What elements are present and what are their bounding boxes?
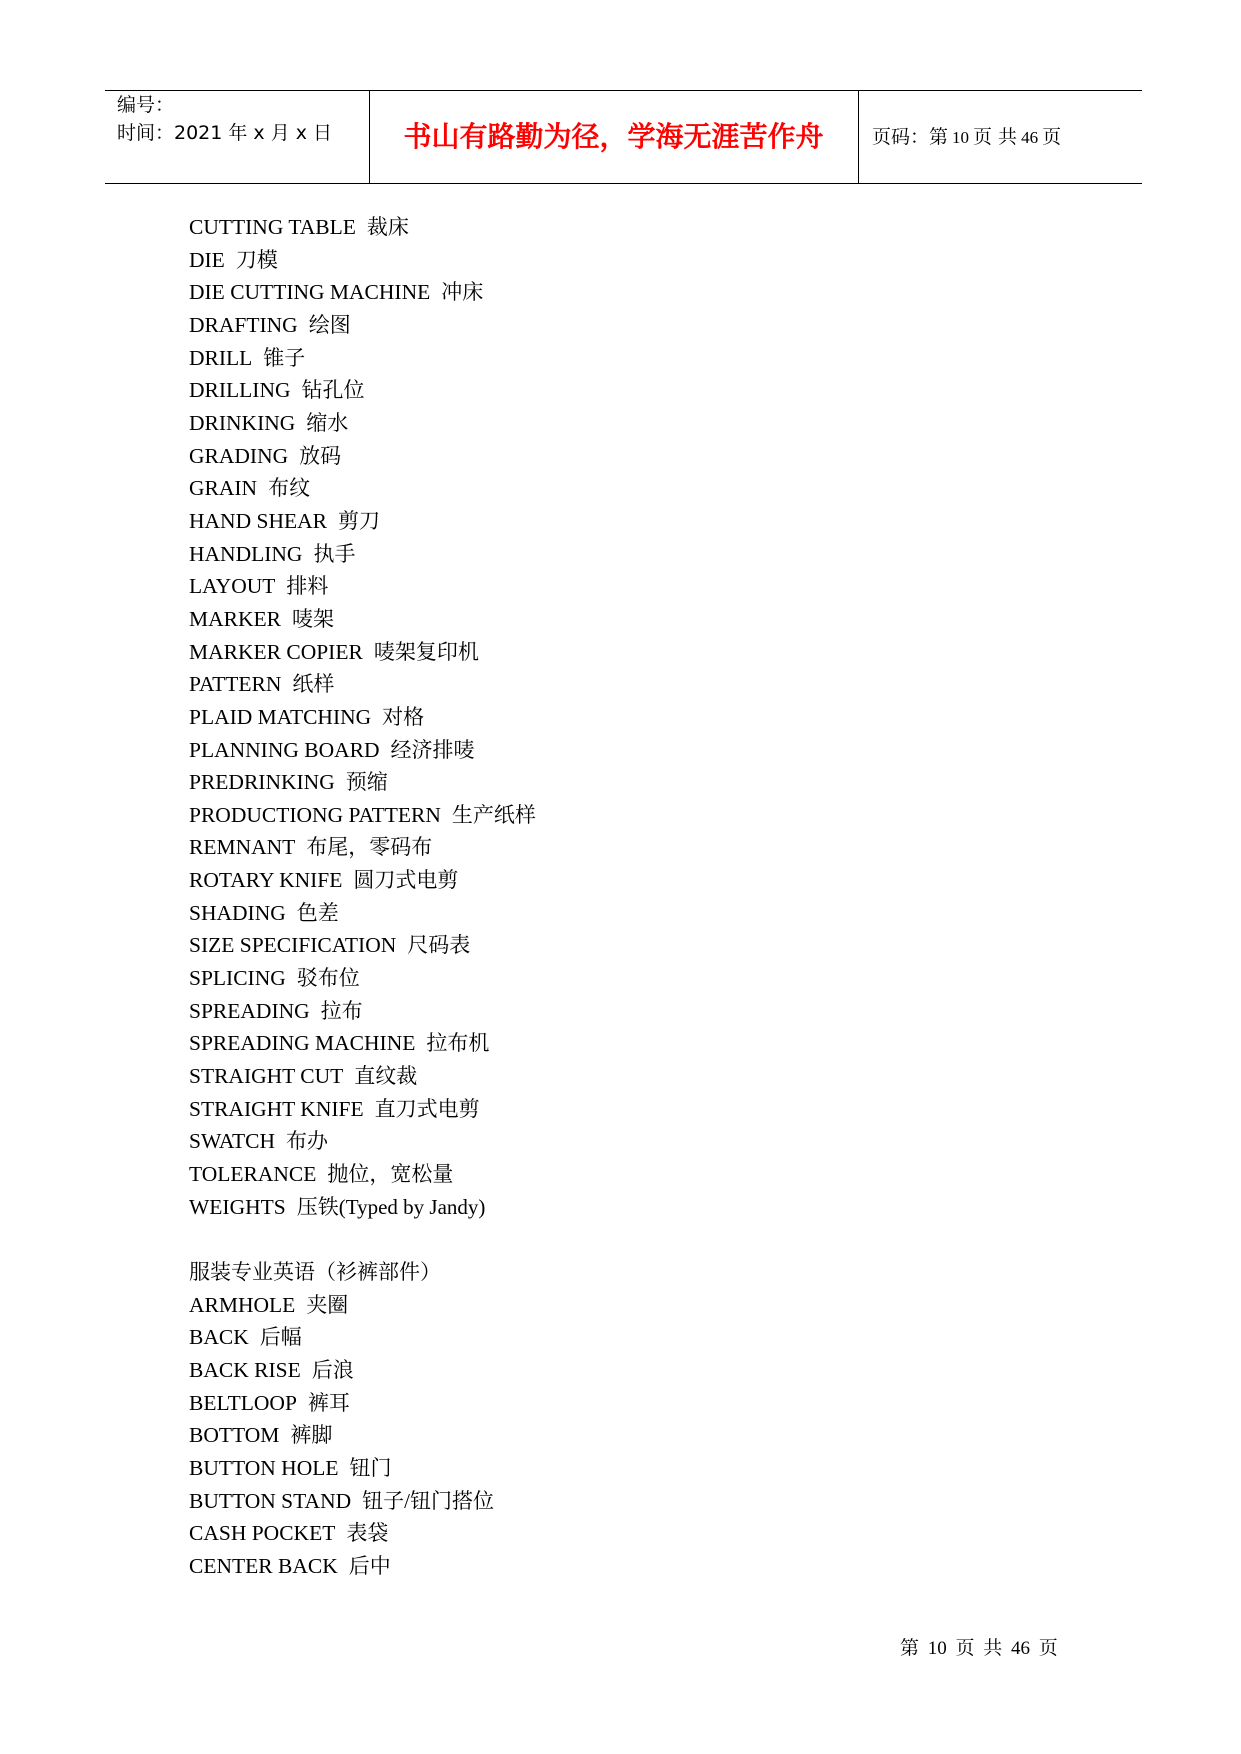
term-english: BOTTOM: [189, 1423, 280, 1448]
term-chinese: 锥子: [263, 345, 306, 370]
term-row: [189, 211, 536, 244]
term-chinese: 后中: [348, 1553, 391, 1578]
term-chinese: 表袋: [346, 1521, 389, 1546]
term-chinese: 钮门: [349, 1455, 392, 1480]
term-row: [189, 995, 536, 1028]
term-chinese: 布办: [286, 1129, 329, 1154]
term-chinese: 驳布位: [296, 966, 360, 991]
header-page-code: [872, 125, 1061, 150]
term-english: DRILL: [189, 345, 253, 370]
term-chinese: 夹圈: [306, 1292, 349, 1317]
term-english: SIZE SPECIFICATION: [189, 933, 397, 958]
term-english: DRINKING: [189, 410, 296, 435]
term-row: [189, 1289, 536, 1322]
term-chinese: 裤耳: [307, 1390, 350, 1415]
page-code-middle: 页 共: [973, 126, 1018, 148]
term-english: WEIGHTS: [189, 1194, 286, 1219]
term-row: [189, 1419, 536, 1452]
term-row: [189, 1485, 536, 1518]
page-current-number: 10: [952, 128, 970, 147]
page-code-prefix: 页码：第: [872, 126, 949, 148]
term-english: BACK: [189, 1325, 249, 1350]
header-top-rule: [105, 90, 1142, 91]
term-row: [189, 1517, 536, 1550]
term-english: SWATCH: [189, 1129, 276, 1154]
term-row: [189, 505, 536, 538]
term-chinese: 剪刀: [337, 508, 380, 533]
term-row: [189, 1191, 536, 1224]
term-chinese: 对格: [382, 704, 425, 729]
blank-line: [189, 1223, 536, 1256]
term-chinese: 拉布: [320, 998, 363, 1023]
term-row: [189, 734, 536, 767]
term-chinese: 钻孔位: [301, 378, 365, 403]
term-english: PRODUCTIONG PATTERN: [189, 802, 441, 827]
term-chinese: 生产纸样: [451, 802, 536, 827]
term-chinese: 直纹裁: [354, 1064, 418, 1089]
term-row: [189, 603, 536, 636]
term-chinese: 后浪: [311, 1357, 354, 1382]
term-row: [189, 636, 536, 669]
term-chinese: 裤脚: [290, 1423, 333, 1448]
term-row: [189, 1354, 536, 1387]
term-chinese: 钮子/钮门搭位: [362, 1488, 494, 1513]
header-bottom-rule: [105, 183, 1142, 184]
term-english: HANDLING: [189, 541, 303, 566]
term-english: SPREADING MACHINE: [189, 1031, 416, 1056]
term-row: [189, 766, 536, 799]
term-english: SPLICING: [189, 966, 286, 991]
term-row: [189, 864, 536, 897]
term-english: BUTTON STAND: [189, 1488, 352, 1513]
term-row: [189, 407, 536, 440]
term-row: [189, 929, 536, 962]
term-row: [189, 1550, 536, 1583]
term-row: [189, 440, 536, 473]
term-row: [189, 1093, 536, 1126]
term-chinese: 后幅: [259, 1325, 302, 1350]
term-english: PATTERN: [189, 672, 282, 697]
term-english: BELTLOOP: [189, 1390, 297, 1415]
term-english: PLAID MATCHING: [189, 704, 372, 729]
term-chinese: 尺码表: [407, 933, 471, 958]
header-slogan: 书山有路勤为径，学海无涯苦作舟: [403, 120, 824, 153]
term-chinese: 纸样: [292, 672, 335, 697]
page-footer: 第 10 页 共 46 页: [900, 1638, 1058, 1659]
term-chinese: 放码: [299, 443, 342, 468]
term-row: [189, 538, 536, 571]
term-chinese: 色差: [296, 900, 339, 925]
term-chinese: 冲床: [441, 280, 484, 305]
term-english: TOLERANCE: [189, 1162, 317, 1187]
term-chinese: 拉布机: [426, 1031, 490, 1056]
term-english: PLANNING BOARD: [189, 737, 380, 762]
term-english: CUTTING TABLE: [189, 215, 356, 239]
term-chinese: 排料: [286, 574, 329, 599]
term-row: [189, 701, 536, 734]
term-chinese: 缩水: [306, 410, 349, 435]
term-english: GRADING: [189, 443, 289, 468]
term-english: SHADING: [189, 900, 286, 925]
term-english: DRILLING: [189, 378, 291, 403]
term-row: [189, 1387, 536, 1420]
term-english: BUTTON HOLE: [189, 1455, 339, 1480]
term-english: CENTER BACK: [189, 1553, 338, 1578]
term-row: [189, 309, 536, 342]
term-row: [189, 1027, 536, 1060]
term-english: CASH POCKET: [189, 1521, 336, 1546]
page-total-number: 46: [1021, 128, 1039, 147]
term-english: MARKER COPIER: [189, 639, 363, 664]
term-english: ARMHOLE: [189, 1292, 296, 1317]
term-list: [189, 211, 536, 1583]
term-english: ROTARY KNIFE: [189, 868, 343, 893]
term-chinese: 布纹: [268, 476, 311, 501]
term-english: MARKER: [189, 606, 281, 631]
header-divider-right: [858, 90, 859, 184]
term-english: DRAFTING: [189, 312, 298, 337]
serial-number-label: 编号：: [117, 94, 175, 116]
term-row: [189, 1321, 536, 1354]
term-row: [189, 962, 536, 995]
term-row: [189, 374, 536, 407]
term-english: LAYOUT: [189, 574, 276, 599]
term-chinese: 绘图: [308, 312, 351, 337]
term-row: [189, 799, 536, 832]
term-english: STRAIGHT KNIFE: [189, 1096, 364, 1121]
term-chinese: 裁床: [366, 215, 409, 239]
term-row: [189, 342, 536, 375]
term-chinese: 压铁(Typed by Jandy): [296, 1194, 486, 1219]
term-chinese: 抛位，宽松量: [327, 1162, 454, 1187]
term-chinese: 直刀式电剪: [374, 1096, 480, 1121]
term-row: [189, 472, 536, 505]
term-row: [189, 1158, 536, 1191]
term-row: [189, 1060, 536, 1093]
term-chinese: 刀模: [235, 247, 278, 272]
term-row: [189, 668, 536, 701]
term-english: HAND SHEAR: [189, 508, 327, 533]
page-code-suffix: 页: [1042, 126, 1062, 148]
term-english: GRAIN: [189, 476, 258, 501]
term-row: [189, 276, 536, 309]
term-chinese: 预缩: [345, 770, 388, 795]
term-row: [189, 244, 536, 277]
section-heading: 服装专业英语（衫裤部件）: [189, 1260, 441, 1284]
term-chinese: 圆刀式电剪: [353, 868, 459, 893]
term-english: REMNANT: [189, 835, 296, 860]
term-chinese: 唛架: [291, 606, 334, 631]
term-chinese: 布尾，零码布: [306, 835, 433, 860]
term-row: [189, 570, 536, 603]
term-english: PREDRINKING: [189, 770, 335, 795]
term-english: STRAIGHT CUT: [189, 1064, 344, 1089]
term-english: BACK RISE: [189, 1357, 301, 1382]
term-english: DIE: [189, 247, 225, 272]
term-row: [189, 1452, 536, 1485]
term-english: SPREADING: [189, 998, 310, 1023]
term-row: [189, 831, 536, 864]
term-chinese: 执手: [313, 541, 356, 566]
date-label: 时间：2021 年 x 月 x 日: [117, 122, 333, 144]
term-row: [189, 1125, 536, 1158]
term-chinese: 经济排唛: [390, 737, 475, 762]
term-english: DIE CUTTING MACHINE: [189, 280, 431, 305]
term-chinese: 唛架复印机: [373, 639, 479, 664]
term-row: [189, 897, 536, 930]
